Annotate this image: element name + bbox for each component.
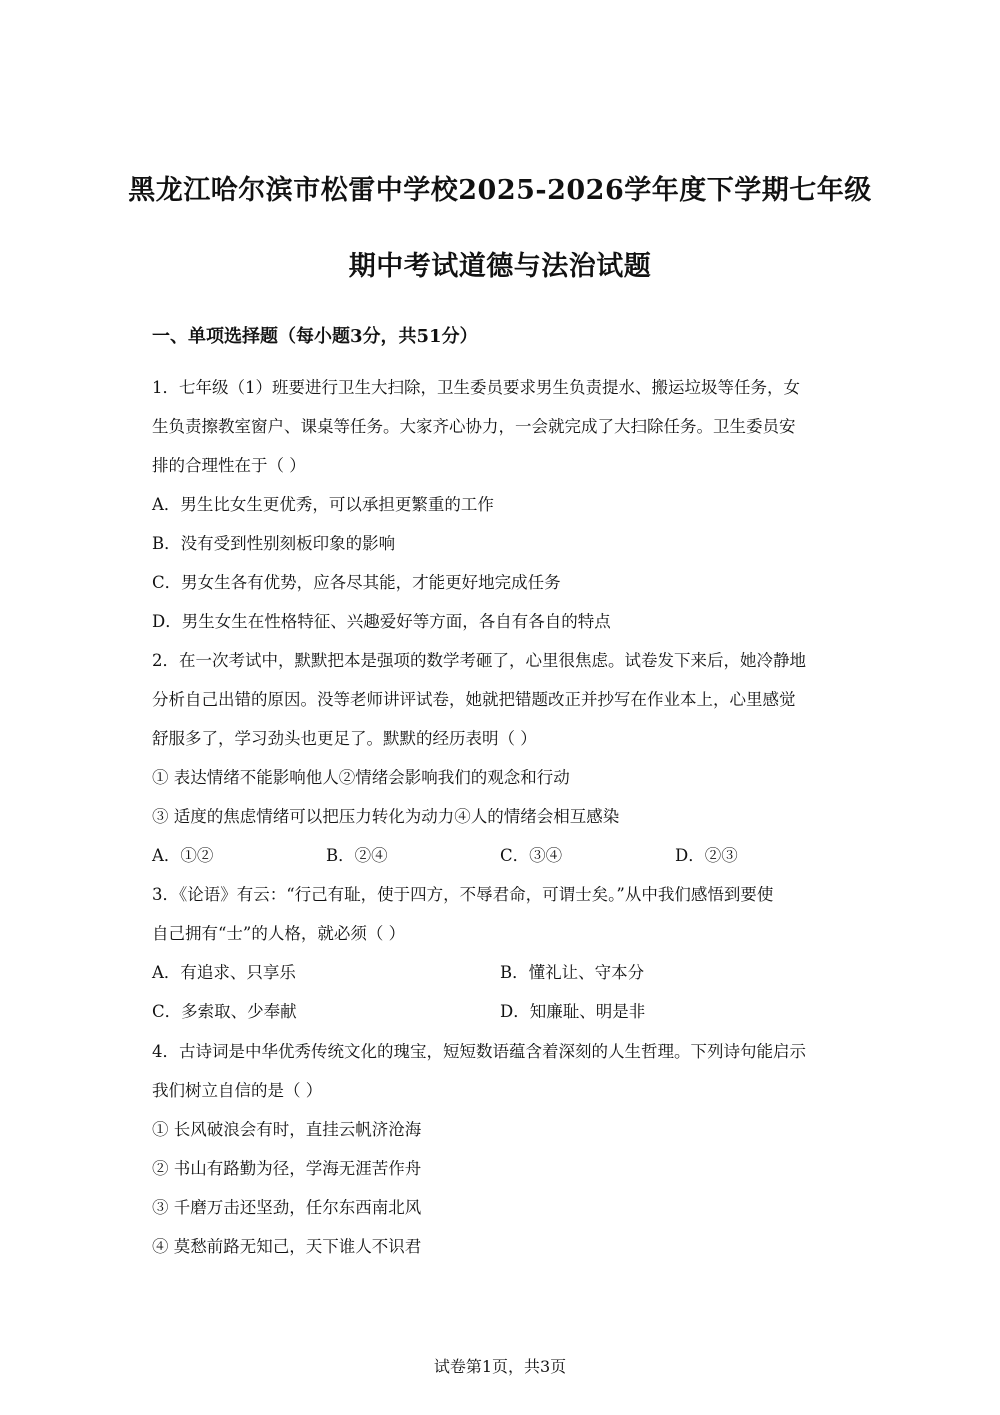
section-heading: 一、单项选择题（每小题3分，共51分） [152, 326, 478, 347]
q4-statement-3: ③ 千磨万击还坚劲，任尔东西南北风 [152, 1198, 422, 1217]
q2-option-a: A．①② [152, 846, 214, 865]
q4-statement-1: ① 长风破浪会有时，直挂云帆济沧海 [152, 1120, 422, 1139]
q2-option-b: B．②④ [326, 846, 388, 865]
q2-stem-line-1: 2．在一次考试中，默默把本是强项的数学考砸了，心里很焦虑。试卷发下来后，她冷静地 [152, 651, 806, 670]
q2-stem-line-2: 分析自己出错的原因。没等老师讲评试卷，她就把错题改正并抄写在作业本上，心里感觉 [152, 690, 796, 709]
q3-stem-line-1: 3．《论语》有云：“行己有耻，使于四方，不辱君命，可谓士矣。”从中我们感悟到要使 [152, 885, 774, 904]
q1-option-c: C．男女生各有优势，应各尽其能，才能更好地完成任务 [152, 573, 561, 592]
q1-option-d: D．男生女生在性格特征、兴趣爱好等方面，各自有各自的特点 [152, 612, 611, 631]
q4-stem-line-2: 我们树立自信的是（ ） [152, 1081, 323, 1100]
exam-title-line-2: 期中考试道德与法治试题 [348, 251, 652, 282]
exam-title-line-1: 黑龙江哈尔滨市松雷中学校2025-2026学年度下学期七年级 [128, 175, 872, 206]
q3-option-d: D．知廉耻、明是非 [500, 1002, 646, 1021]
q1-stem-line-3: 排的合理性在于（ ） [152, 456, 306, 475]
q2-statement-2: ③ 适度的焦虑情绪可以把压力转化为动力④人的情绪会相互感染 [152, 807, 620, 826]
page-footer: 试卷第1页，共3页 [433, 1357, 567, 1376]
q2-option-c: C．③④ [500, 846, 563, 865]
q3-option-b: B．懂礼让、守本分 [500, 963, 645, 982]
q3-option-a: A．有追求、只享乐 [152, 963, 296, 982]
q4-statement-2: ② 书山有路勤为径，学海无涯苦作舟 [152, 1159, 422, 1178]
q4-stem-line-1: 4．古诗词是中华优秀传统文化的瑰宝，短短数语蕴含着深刻的人生哲理。下列诗句能启示 [152, 1042, 806, 1061]
q2-statement-1: ① 表达情绪不能影响他人②情绪会影响我们的观念和行动 [152, 768, 570, 787]
q4-statement-4: ④ 莫愁前路无知己，天下谁人不识君 [152, 1237, 422, 1256]
q1-option-a: A．男生比女生更优秀，可以承担更繁重的工作 [152, 495, 494, 514]
q2-option-d: D．②③ [675, 846, 738, 865]
q2-stem-line-3: 舒服多了，学习劲头也更足了。默默的经历表明（ ） [152, 729, 537, 748]
q3-stem-line-2: 自己拥有“士”的人格，就必须（ ） [152, 924, 406, 943]
q1-option-b: B．没有受到性别刻板印象的影响 [152, 534, 396, 553]
q3-option-c: C．多索取、少奉献 [152, 1002, 297, 1021]
q1-stem-line-2: 生负责擦教室窗户、课桌等任务。大家齐心协力，一会就完成了大扫除任务。卫生委员安 [152, 417, 796, 436]
q1-stem-line-1: 1．七年级（1）班要进行卫生大扫除，卫生委员要求男生负责提水、搬运垃圾等任务，女 [152, 378, 800, 397]
